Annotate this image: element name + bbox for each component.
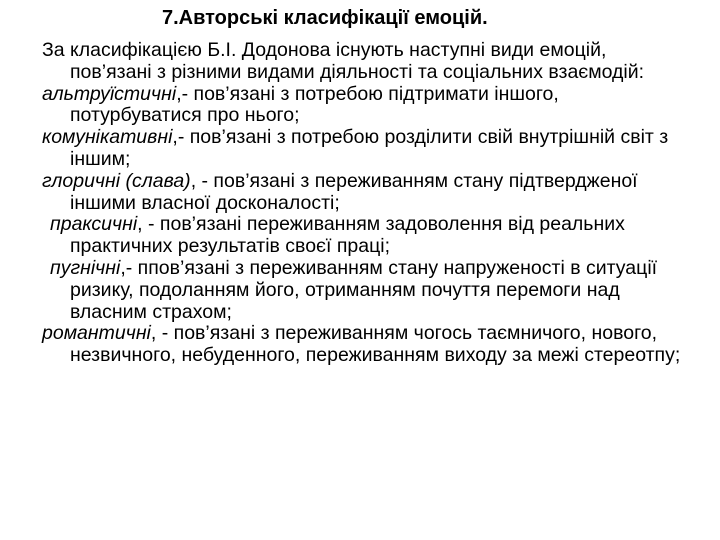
- emotion-description: , - пов’язані з переживанням чогось таємничого, нового, незвичного, небуденного, переживанням виходу за межі стереотпу;: [70, 322, 681, 367]
- emotion-term: комунікативні: [42, 126, 173, 149]
- slide-content: [42, 40, 682, 367]
- emotion-item-gloric: [42, 171, 682, 215]
- emotion-item-pugnic: [42, 258, 682, 323]
- emotion-description: ,- пов’язані з потребою підтримати іншого, потурбуватися про нього;: [70, 82, 559, 127]
- intro-paragraph: [42, 40, 682, 84]
- emotion-item-altruistic: [42, 84, 682, 128]
- slide-title: 7.Авторські класифікації емоцій.: [162, 7, 488, 29]
- emotion-description: , - пов’язані переживанням задоволення від реальних практичних результатів своєї праці;: [70, 213, 625, 258]
- emotion-term: глоричні (слава): [42, 169, 191, 192]
- emotion-description: ,- пов’язані з потребою розділити свій внутрішній світ з іншим;: [70, 126, 669, 170]
- emotion-term: пугнічні: [50, 256, 121, 279]
- emotion-term: романтичні: [42, 322, 151, 345]
- emotion-item-communicative: [42, 127, 682, 171]
- intro-text: За класифікацією Б.І. Додонова існують наступні види емоцій, пов’язані з різними видами діяльності та соціальних взаємодій:: [42, 39, 645, 83]
- emotion-description: , - пов’язані з переживанням стану підтвердженої іншими власної досконалості;: [70, 169, 638, 214]
- emotion-item-praxic: [42, 214, 682, 258]
- emotion-term: альтруїстичні: [42, 82, 177, 105]
- emotion-item-romantic: [42, 323, 682, 367]
- emotion-description: ,- ппов’язані з переживанням стану напруженості в ситуації ризику, подоланням його, отриманням почуття перемоги над власним страхом;: [70, 256, 658, 323]
- emotion-term: праксичні: [50, 213, 138, 236]
